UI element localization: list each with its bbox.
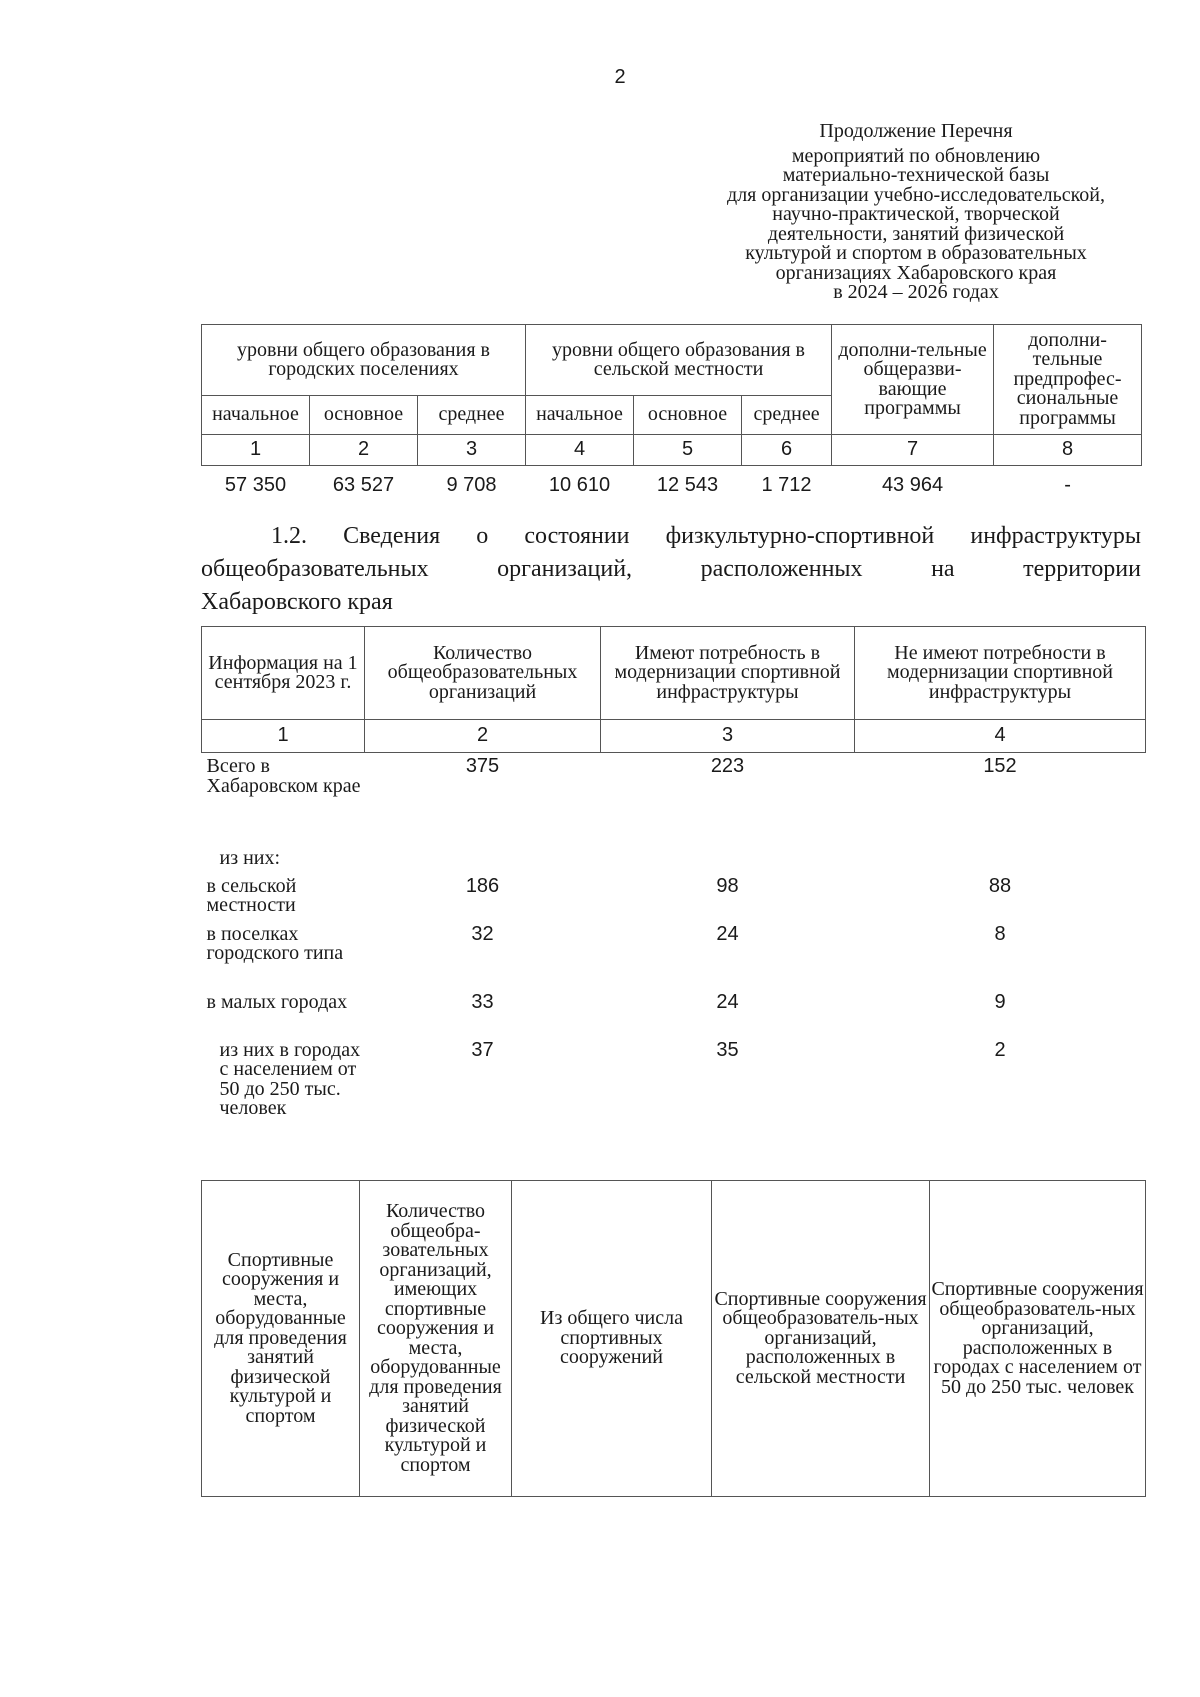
header-info-date: Информация на 1 сентября 2023 г.	[202, 627, 365, 720]
column-number: 8	[994, 435, 1142, 466]
value-cell: 24	[716, 922, 739, 945]
value-cell: 8	[994, 922, 1006, 945]
value-cell: 32	[471, 922, 494, 945]
column-number: 3	[418, 435, 526, 466]
value-cell: 43 964	[881, 474, 944, 497]
value-cell: 9	[994, 990, 1006, 1013]
section-heading-line: 1.2. Сведения о состоянии физкультурно-спортивной инфраструктуры	[271, 523, 1141, 549]
value-cell	[601, 845, 855, 873]
header-additional-general-programs: дополни-тельные общеразви-вающие программы	[832, 325, 994, 435]
value-cell: 152	[983, 755, 1017, 777]
header-rural-levels: уровни общего образования в сельской местности	[526, 325, 832, 396]
value-cell: 33	[471, 990, 494, 1013]
value-cell: 375	[465, 755, 500, 777]
header-need-modernization: Имеют потребность в модернизации спортивной инфраструктуры	[601, 627, 855, 720]
header-of-total-facilities: Из общего числа спортивных сооружений	[512, 1181, 712, 1497]
subheader-cell: начальное	[202, 396, 310, 435]
header-title-line: культурой и спортом в образовательных	[745, 242, 1087, 264]
row-label: в малых городах	[206, 990, 348, 1013]
sports-facilities-table	[201, 1180, 1146, 1497]
header-no-need-modernization: Не имеют потребности в модернизации спортивной инфраструктуры	[855, 627, 1146, 720]
section-heading	[201, 520, 1141, 619]
header-title-line: материально-технической базы	[782, 164, 1050, 186]
column-number: 2	[365, 720, 601, 753]
value-cell: -	[1064, 474, 1071, 497]
value-cell: 88	[988, 874, 1012, 897]
document-header	[676, 122, 1156, 303]
header-additional-preprofessional-programs: дополни-тельные предпрофес-сиональные программы	[994, 325, 1142, 435]
header-orgs-with-facilities: Количество общеобра-зовательных организаций, имеющих спортивные сооружения и места, оборудованные для проведения занятий физической культурой и спортом	[360, 1181, 512, 1497]
header-title-line: мероприятий по обновлению	[791, 144, 1041, 167]
header-title-line: в 2024 – 2026 годах	[833, 281, 999, 303]
value-cell: 24	[716, 990, 739, 1013]
column-number: 4	[855, 720, 1146, 753]
column-number: 3	[601, 720, 855, 753]
section-heading-line: общеобразовательных организаций, расположенных на территории	[201, 556, 1141, 582]
value-cell: 63 527	[332, 474, 395, 497]
header-title-line: деятельности, занятий физической	[767, 222, 1065, 245]
header-title-line: для организации учебно-исследовательской,	[727, 183, 1105, 206]
header-rural-facilities: Спортивные сооружения общеобразователь-ных организаций, расположенных в сельской местности	[712, 1181, 930, 1497]
row-label: в сельской местности	[206, 874, 297, 916]
column-number: 2	[310, 435, 418, 466]
header-city-facilities: Спортивные сооружения общеобразователь-ных организаций, расположенных в городах с населением от 50 до 250 тыс. человек	[930, 1181, 1146, 1497]
value-cell	[855, 845, 1146, 873]
page-number: 2	[614, 66, 626, 88]
subheader-cell: основное	[634, 396, 742, 435]
subheader-cell: среднее	[742, 396, 832, 435]
header-urban-levels: уровни общего образования в городских поселениях	[202, 325, 526, 396]
value-cell: 37	[471, 1038, 494, 1061]
subheader-cell: основное	[310, 396, 418, 435]
row-label: из них в городах с населением от 50 до 250 тыс. человек	[219, 1038, 361, 1119]
value-cell: 98	[716, 874, 739, 897]
value-cell: 223	[710, 755, 745, 777]
column-number: 1	[202, 435, 310, 466]
header-title-line: научно-практической, творческой	[772, 203, 1060, 225]
column-number: 6	[742, 435, 832, 466]
row-label: в поселках городского типа	[206, 922, 344, 964]
value-cell: 186	[465, 874, 500, 897]
value-cell: 57 350	[224, 474, 287, 497]
column-number: 5	[634, 435, 742, 466]
section-heading-line: Хабаровского края	[201, 589, 393, 615]
value-cell: 35	[716, 1038, 739, 1061]
subheader-cell: начальное	[526, 396, 634, 435]
header-title-line: организациях Хабаровского края	[775, 261, 1057, 284]
column-number: 7	[832, 435, 994, 466]
column-number: 1	[202, 720, 365, 753]
subheader-cell: среднее	[418, 396, 526, 435]
sports-infrastructure-table	[201, 626, 1146, 1167]
value-cell: 9 708	[446, 474, 497, 497]
education-levels-table	[201, 324, 1142, 506]
row-label: из них:	[219, 846, 281, 869]
value-cell: 12 543	[656, 474, 719, 497]
column-number: 4	[526, 435, 634, 466]
header-sports-facilities: Спортивные сооружения и места, оборудованные для проведения занятий физической культурой и спортом	[202, 1181, 360, 1497]
value-cell: 10 610	[548, 474, 611, 497]
row-label: Всего в Хабаровском крае	[206, 755, 361, 797]
value-cell: 2	[994, 1038, 1006, 1061]
header-org-count: Количество общеобразовательных организаций	[365, 627, 601, 720]
value-cell: 1 712	[761, 474, 812, 497]
value-cell	[365, 845, 601, 873]
continuation-label: Продолжение Перечня	[819, 120, 1013, 142]
